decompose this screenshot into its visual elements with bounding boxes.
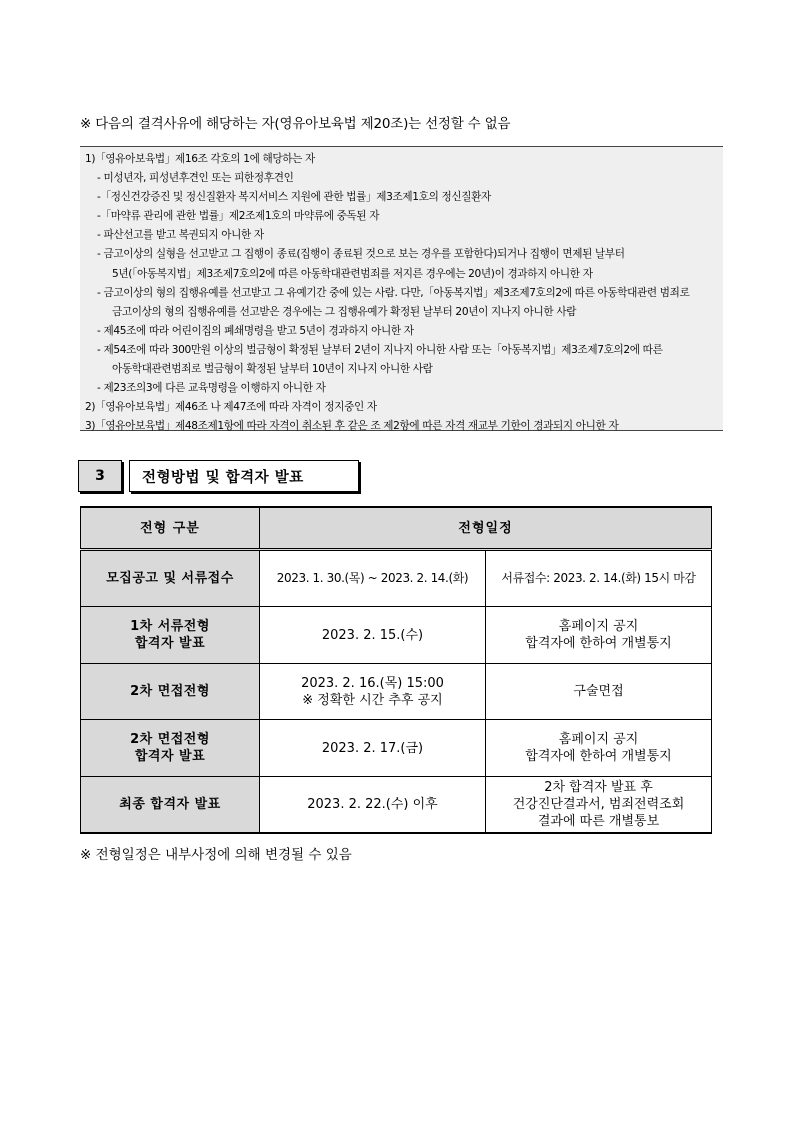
schedule-table: [80, 506, 712, 834]
disqualification-line: -「정신건강증진 및 정신질환자 복지서비스 지원에 관한 법률」제3조제1호의 정신질환자: [97, 191, 491, 204]
disqualification-line: - 제54조에 따라 300만원 이상의 벌금형이 확정된 날부터 2년이 지나지 아니한 사람 또는「아동복지법」제3조제7호의2에 따른: [97, 343, 663, 356]
disqualification-line: - 미성년자, 피성년후견인 또는 피한정후견인: [97, 172, 294, 185]
section-number: 3: [78, 460, 122, 492]
table-row: [81, 664, 712, 720]
date-cell: 2023. 2. 22.(수) 이후: [260, 777, 486, 834]
note-cell: 홈페이지 공지 합격자에 한하여 개별통지: [486, 607, 712, 664]
disqualification-line: - 파산선고를 받고 복권되지 아니한 자: [97, 229, 264, 242]
note-cell: 2차 합격자 발표 후 건강진단결과서, 범죄전력조회 결과에 따른 개별통보: [486, 777, 712, 834]
disqualification-line: - 제45조에 따라 어린이집의 폐쇄명령을 받고 5년이 경과하지 아니한 자: [97, 324, 414, 337]
stage-cell: 최종 합격자 발표: [81, 777, 260, 834]
date-cell: 2023. 2. 16.(목) 15:00 ※ 정확한 시간 추후 공지: [260, 664, 486, 720]
table-row: [81, 777, 712, 834]
table-row: [81, 607, 712, 664]
table-row: [81, 720, 712, 777]
disqualification-line: 3)「영유아보육법」제48조제1항에 따라 자격이 취소된 후 같은 조 제2항에 따른 자격 재교부 기한이 경과되지 아니한 자: [85, 420, 619, 433]
disqualification-line: 2)「영유아보육법」제46조 나 제47조에 따라 자격이 정지중인 자: [85, 401, 377, 414]
disqualification-line: -「마약류 관리에 관한 법률」제2조제1호의 마약류에 중독된 자: [97, 210, 380, 223]
note-emphasis: 2023. 2. 14.(화) 15시 마감: [553, 571, 696, 585]
date-cell: 2023. 1. 30.(목) ~ 2023. 2. 14.(화): [260, 550, 486, 607]
stage-cell: 모집공고 및 서류접수: [81, 550, 260, 607]
disqualification-line: 5년(「아동복지법」제3조제7호의2에 따른 아동학대관련범죄를 저지른 경우에는 20년)이 경과하지 아니한 자: [112, 267, 593, 280]
note-cell: [486, 550, 712, 607]
date-cell: 2023. 2. 17.(금): [260, 720, 486, 777]
table-header-row: [81, 507, 712, 550]
disqualification-box: [80, 146, 723, 431]
table-row: [81, 550, 712, 607]
disqualification-line: 금고이상의 형의 집행유예를 선고받은 경우에는 그 집행유예가 확정된 날부터 20년이 지나지 아니한 사람: [112, 305, 577, 318]
note-cell: 홈페이지 공지 합격자에 한하여 개별통지: [486, 720, 712, 777]
disqualification-line: - 금고이상의 형의 집행유예를 선고받고 그 유예기간 중에 있는 사람. 다만,「아동복지법」제3조제7호의2에 따른 아동학대관련 범죄로: [97, 286, 690, 299]
section-title: 전형방법 및 합격자 발표: [129, 460, 359, 492]
disqualification-line: - 제23조의3에 다른 교육명령을 이행하지 아니한 자: [97, 382, 326, 395]
note-cell: 구술면접: [486, 664, 712, 720]
stage-cell: 1차 서류전형 합격자 발표: [81, 607, 260, 664]
disqualification-line: - 금고이상의 실형을 선고받고 그 집행이 종료(집행이 종료된 것으로 보는 경우를 포함한다)되거나 집행이 면제된 날부터: [97, 248, 625, 261]
note-prefix: 서류접수:: [501, 571, 554, 585]
footer-note: ※ 전형일정은 내부사정에 의해 변경될 수 있음: [80, 847, 352, 863]
disqualification-heading: ※ 다음의 결격사유에 해당하는 자(영유아보육법 제20조)는 선정할 수 없음: [80, 116, 511, 132]
disqualification-line: 1)「영유아보육법」제16조 각호의 1에 해당하는 자: [85, 153, 315, 165]
date-cell: 2023. 2. 15.(수): [260, 607, 486, 664]
stage-cell: 2차 면접전형 합격자 발표: [81, 720, 260, 777]
disqualification-line: 아동학대관련범죄로 벌금형이 확정된 날부터 10년이 지나지 아니한 사람: [112, 363, 433, 376]
header-schedule: 전형일정: [260, 507, 712, 550]
stage-cell: 2차 면접전형: [81, 664, 260, 720]
header-stage: 전형 구분: [81, 507, 260, 550]
